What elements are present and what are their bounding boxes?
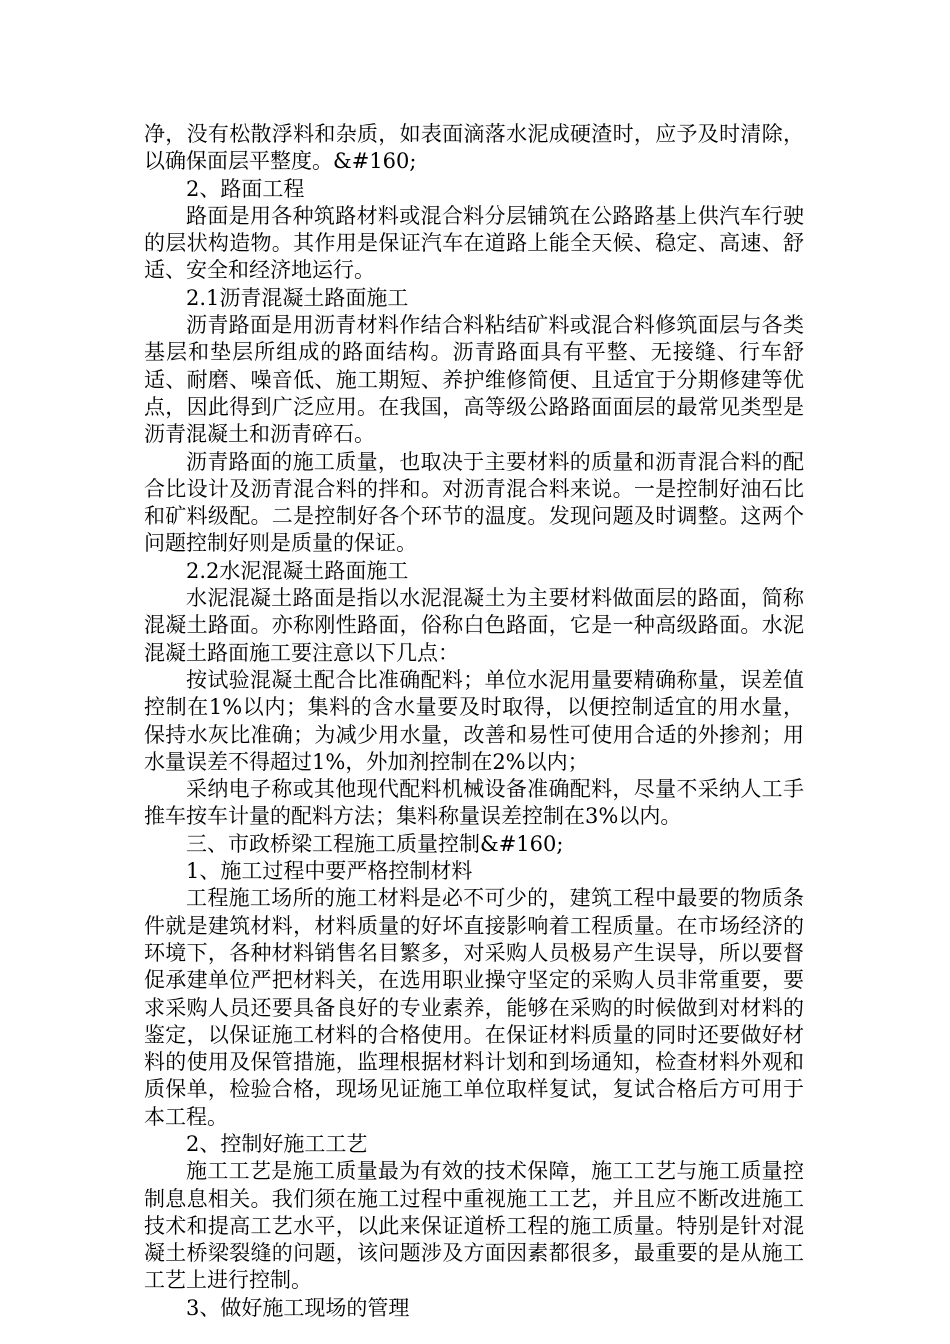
paragraph-asphalt-quality: 沥青路面的施工质量，也取决于主要材料的质量和沥青混合料的配合比设计及沥青混合料的拌和。对沥青混合料来说。一是控制好油石比和矿料级配。二是控制好各个环节的温度。发现问题及时调整。这两个问题控制好则是质量的保证。: [144, 449, 804, 556]
heading-site-management: 3、做好施工现场的管理: [186, 1295, 410, 1320]
heading-asphalt-concrete: 2.1沥青混凝土路面施工: [186, 285, 409, 310]
paragraph-cement-concrete: 水泥混凝土路面是指以水泥混凝土为主要材料做面层的路面，简称混凝土路面。亦称刚性路面，俗称白色路面，它是一种高级路面。水泥混凝土路面施工要注意以下几点：: [144, 586, 804, 665]
paragraph-mix-ratio: 按试验混凝土配合比准确配料；单位水泥用量要精确称量，误差值控制在1%以内；集料的含水量要及时取得，以便控制适宜的用水量，保持水灰比准确；为减少用水量，改善和易性可使用合适的外掺剂；用水量误差不得超过1%，外加剂控制在2%以内；: [144, 667, 804, 774]
heading-material-control: 1、施工过程中要严格控制材料: [186, 859, 473, 884]
paragraph-continuation: 净，没有松散浮料和杂质，如表面滴落水泥成硬渣时，应予及时清除，以确保面层平整度。&#160;: [144, 122, 804, 174]
paragraph-pavement-definition: 路面是用各种筑路材料或混合料分层铺筑在公路路基上供汽车行驶的层状构造物。其作用是保证汽车在道路上能全天候、稳定、高速、舒适、安全和经济地运行。: [144, 203, 804, 283]
heading-cement-concrete: 2.2水泥混凝土路面施工: [186, 558, 409, 583]
heading-pavement-engineering: 2、路面工程: [186, 176, 305, 201]
document-body: [144, 121, 804, 1322]
paragraph-material-control: 工程施工场所的施工材料是必不可少的，建筑工程中最要的物质条件就是建筑材料，材料质量的好坏直接影响着工程质量。在市场经济的环境下，各种材料销售名目繁多，对采购人员极易产生误导，所以要督促承建单位严把材料关，在选用职业操守坚定的采购人员非常重要，要求采购人员还要具备良好的专业素养，能够在采购的时候做到对材料的鉴定，以保证施工材料的合格使用。在保证材料质量的同时还要做好材料的使用及保管措施，监理根据材料计划和到场通知，检查材料外观和质保单，检验合格，现场见证施工单位取样复试，复试合格后方可用于本工程。: [144, 886, 804, 1129]
paragraph-construction-process: 施工工艺是施工质量最为有效的技术保障，施工工艺与施工质量控制息息相关。我们须在施工过程中重视施工工艺，并且应不断改进施工技术和提高工艺水平，以此来保证道桥工程的施工质量。特别是针对混凝土桥梁裂缝的问题，该问题涉及方面因素都很多，最重要的是从施工工艺上进行控制。: [144, 1159, 804, 1293]
paragraph-asphalt-pavement: 沥青路面是用沥青材料作结合料粘结矿料或混合料修筑面层与各类基层和垫层所组成的路面结构。沥青路面具有平整、无接缝、行车舒适、耐磨、噪音低、施工期短、养护维修简便、且适宜于分期修建等优点，因此得到广泛应用。在我国，高等级公路路面面层的最常见类型是沥青混凝土和沥青碎石。: [144, 313, 804, 447]
heading-construction-process: 2、控制好施工工艺: [186, 1131, 368, 1156]
heading-bridge-quality: 三、市政桥梁工程施工质量控制&#160;: [186, 831, 564, 856]
paragraph-electronic-scale: 采纳电子称或其他现代配料机械设备准确配料，尽量不采纳人工手推车按车计量的配料方法；集料称量误差控制在3%以内。: [144, 777, 804, 829]
